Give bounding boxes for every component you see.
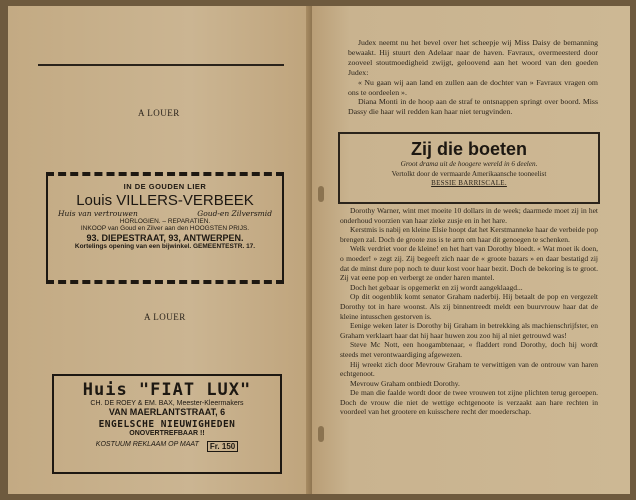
performed-by: Vertolkt door de vermaarde Amerikaansche tooneelist: [391, 169, 547, 178]
jeweller-name: Louis VILLERS-VERBEEK: [76, 192, 254, 209]
top-rule: [38, 64, 284, 66]
story-paragraph: Steve Mc Nott, een hoogambtenaar, « fladdert rond Dorothy, doch hij wordt steeds met verontwaardiging afgewezen.: [340, 340, 598, 359]
jeweller-ad: [46, 172, 284, 284]
intro-paragraph: Judex neemt nu het bevel over het scheepje wij Miss Daisy de bemanning bewaakt. Hij stuurt den Adelaar naar de haven. Favraux, overmeesterd door zooveel stoutmoedigheid zwijgt, geloovend aan het woord van den goeden Judex:: [348, 38, 598, 77]
intro-paragraph: Diana Monti in de hoop aan de straf te ontsnappen springt over boord. Miss Dassy die haar wil redden kan haar niet terugvinden.: [348, 97, 598, 117]
jeweller-address: 93. DIEPESTRAAT, 93, ANTWERPEN.: [86, 233, 244, 243]
left-page: [8, 6, 312, 494]
intro-paragraph: « Nu gaan wij aan land en zullen aan de dochter van » Favraux vragen om ons te oordeelen ».: [348, 77, 598, 97]
tagline-right: Goud-en Zilversmid: [197, 209, 272, 218]
offer-row: [54, 441, 280, 452]
story-paragraph: Op dit oogenblik komt senator Graham naderbij. Hij betaalt de pop en vergezelt Dorothy tot in hare woonst. Als zij binnentreedt meldt een buurvrouw haar dat de kleine intusschen gestorven is.: [340, 292, 598, 321]
purchase-line: INKOOP van Goud en Zilver aan den HOOGSTEN PRIJS.: [80, 225, 250, 232]
offer-text: KOSTUUM REKLAAM OP MAAT: [95, 441, 199, 448]
tailor-ad: [52, 374, 282, 474]
louer-label-top: A LOUER: [138, 108, 180, 118]
story-paragraph: Dorothy Warner, wint met moeite 10 dollars in de week; daarmede moet zij in het onderhoud voorzien van haar zieke zusje en in het hare.: [340, 206, 598, 225]
tailor-brand: Huis "FIAT LUX": [82, 380, 252, 400]
louer-label-bottom: A LOUER: [144, 312, 186, 322]
unbeatable-line: ONOVERTREFBAAR !!: [129, 430, 205, 437]
staple: [318, 426, 324, 442]
story-paragraph: Kerstmis is nabij en kleine Elsie hoopt dat het Kerstmanneke haar de verbeide pop brengen zal. Doch de groote zus is te arm om haar dit genoegen te schenken.: [340, 225, 598, 244]
tailor-owners: CH. DE ROEY & EM. BAX, Meester-Kleermakers: [90, 400, 244, 407]
services-line: HORLOGIEN. – REPARATIEN.: [119, 218, 211, 225]
story-paragraph: Hij wreekt zich door Mevrouw Graham te verwittigen van de ontrouw van haren echtgenoot.: [340, 359, 598, 379]
story-text: [340, 206, 598, 417]
price-tag: Fr. 150: [207, 441, 238, 452]
tailor-address: VAN MAERLANTSTRAAT, 6: [108, 407, 226, 417]
story-paragraph: De man die faalde wordt door de twee vrouwen tot zijne plichten terug geroepen. Doch de vrouw die niet de wettige echtgenoote is verzaakt aan hare rechten in voordeel van het grootere en kuisschere recht der moederschap.: [340, 388, 598, 417]
intro-text: [348, 38, 598, 117]
branch-note: Kortelings opening van een bijwinkel. GEMEENTESTR. 17.: [74, 243, 256, 250]
ad-header: IN DE GOUDEN LIER: [123, 182, 207, 191]
title-box: [338, 132, 600, 204]
story-paragraph: Welk verdriet voor de kleine! en het hart van Dorothy bloedt. « Wat moet ik doen, o moeder! » zegt zij. Zij begeeft zich naar de « groote bazars » en daar bestatigd zij dat de minst dure pop noch te duur kost voor haar bezit. Doch de bekoring is te groot. Zij vat eene pop en verbergt ze onder haren mantel.: [340, 244, 598, 283]
staple: [318, 186, 324, 202]
actress-name: BESSIE BARRISCALE.: [431, 179, 507, 187]
story-paragraph: Eenige weken later is Dorothy bij Graham in betrekking als machienschrijfster, en Graham verklaart haar dat hij haar huwen zou zoo hij al niet getrouwd was!: [340, 321, 598, 340]
story-paragraph: Doch het gebaar is opgemerkt en zij wordt aangeklaagd...: [350, 282, 523, 292]
right-page: [312, 6, 630, 494]
drama-subtitle: Groot drama uit de hoogere wereld in 6 deelen.: [400, 160, 538, 168]
drama-title: Zij die boeten: [410, 139, 527, 159]
story-paragraph: Mevrouw Graham ontbiedt Dorothy.: [350, 378, 460, 388]
english-novelties: ENGELSCHE NIEUWIGHEDEN: [98, 419, 236, 430]
tagline-left: Huis van vertrouwen: [58, 209, 138, 218]
tagline-row: [48, 209, 282, 218]
